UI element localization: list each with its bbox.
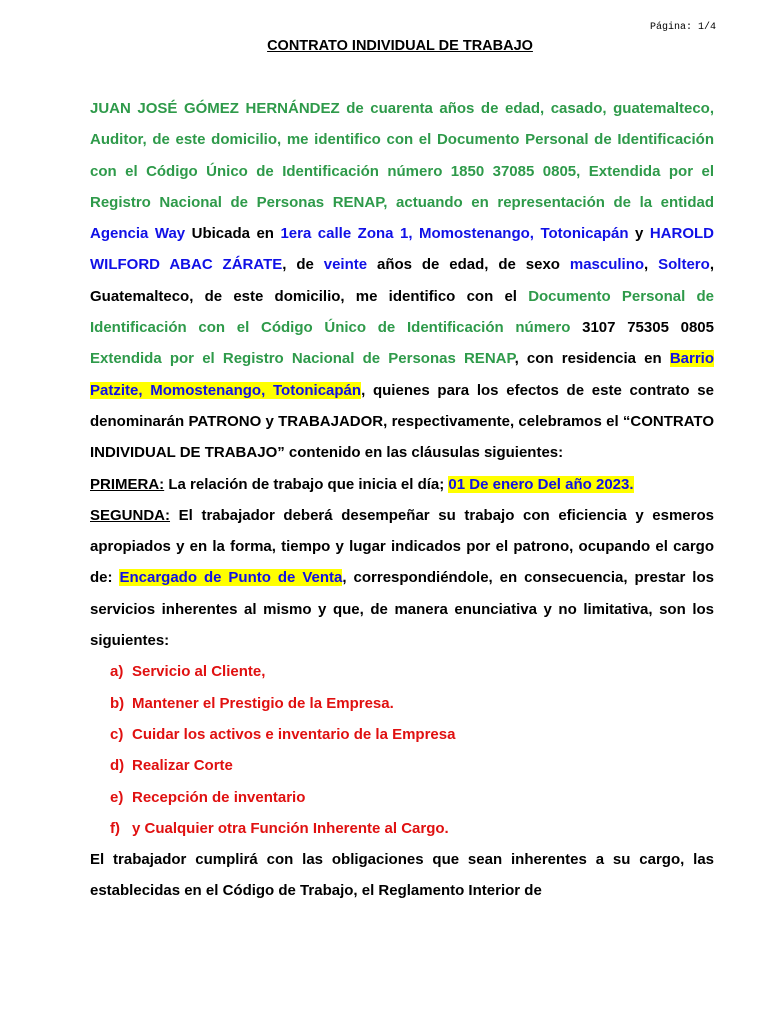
page-number: Página: 1/4: [649, 22, 716, 33]
clause-primera-label: PRIMERA:: [90, 475, 165, 493]
worker-sex: masculino: [569, 256, 645, 274]
closing-paragraph: El trabajador cumplirá con las obligaciones que sean inherentes a su cargo, las establecidas en el Código de Trabajo, el Reglamento Interior de: [90, 851, 714, 900]
worker-name: HAROLD WILFORD ABAC ZÁRATE: [90, 225, 715, 274]
located-text: Ubicada en: [185, 225, 281, 243]
clause-primera-text: La relación de trabajo que inicia el día;: [164, 475, 449, 493]
agency-address: 1era calle Zona 1, Momostenango, Totonicapán: [280, 225, 629, 243]
sex-prefix: años de edad, de sexo: [367, 256, 570, 274]
list-item: a) Servicio al Cliente,: [110, 663, 266, 681]
clause-primera: [90, 469, 714, 500]
list-item: d) Realizar Corte: [110, 757, 233, 775]
comma-text: ,: [644, 256, 659, 274]
duties-list: [90, 656, 714, 844]
worker-age: veinte: [323, 256, 368, 274]
intro-closing: , quienes para los efectos de este contrato se denominarán PATRONO y TRABAJADOR, respectivamente, celebramos el “CONTRATO INDIVIDUAL DE TRABAJO” contenido en las cláusulas siguientes:: [90, 381, 714, 462]
clause-segunda-text2: , correspondiéndole, en consecuencia, prestar los servicios inherentes al mismo y que, de manera enunciativa y no limitativa, son los siguientes:: [90, 569, 714, 650]
document-title: CONTRATO INDIVIDUAL DE TRABAJO: [267, 38, 533, 54]
worker-document-issuer: Extendida por el Registro Nacional de Personas RENAP: [90, 350, 515, 368]
intro-paragraph: [90, 93, 714, 469]
worker-residence: Barrio Patzite, Momostenango, Totonicapán: [90, 350, 714, 399]
job-position: Encargado de Punto de Venta: [119, 569, 343, 587]
list-item: c) Cuidar los activos e inventario de la Empresa: [110, 725, 456, 743]
clause-segunda-text: El trabajador deberá desempeñar su trabajo con eficiencia y esmeros apropiados y en la forma, tiempo y lugar indicados por el patrono, ocupando el cargo de:: [90, 506, 714, 587]
worker-civil-status: Soltero: [658, 256, 710, 274]
clause-segunda: [90, 500, 714, 656]
worker-cui: 3107 75305 0805: [570, 319, 714, 337]
list-item: f) y Cualquier otra Función Inherente al Cargo.: [110, 819, 449, 837]
start-date: 01 De enero Del año 2023.: [448, 475, 634, 493]
nationality-text: , Guatemalteco, de este domicilio, me identifico con el: [90, 256, 714, 305]
residence-prefix: , con residencia en: [514, 350, 670, 368]
worker-document: Documento Personal de Identificación con el Código Único de Identificación número: [90, 287, 714, 337]
contract-body: [90, 93, 714, 907]
clause-segunda-label: SEGUNDA:: [90, 506, 171, 524]
and-text: y: [628, 225, 650, 243]
list-item: b) Mantener el Prestigio de la Empresa.: [110, 694, 394, 712]
employer-identification: JUAN JOSÉ GÓMEZ HERNÁNDEZ de cuarenta años de edad, casado, guatemalteco, Auditor, de este domicilio, me identifico con el Documento Personal de Identificación con el Código Único de Identificación número 1850 37085 0805, Extendida por el Registro Nacional de Personas RENAP, actuando en representación de la entidad: [90, 100, 714, 211]
of-text: , de: [282, 256, 324, 274]
list-item: e) Recepción de inventario: [110, 788, 306, 806]
agency-name: Agencia Way: [90, 225, 186, 243]
